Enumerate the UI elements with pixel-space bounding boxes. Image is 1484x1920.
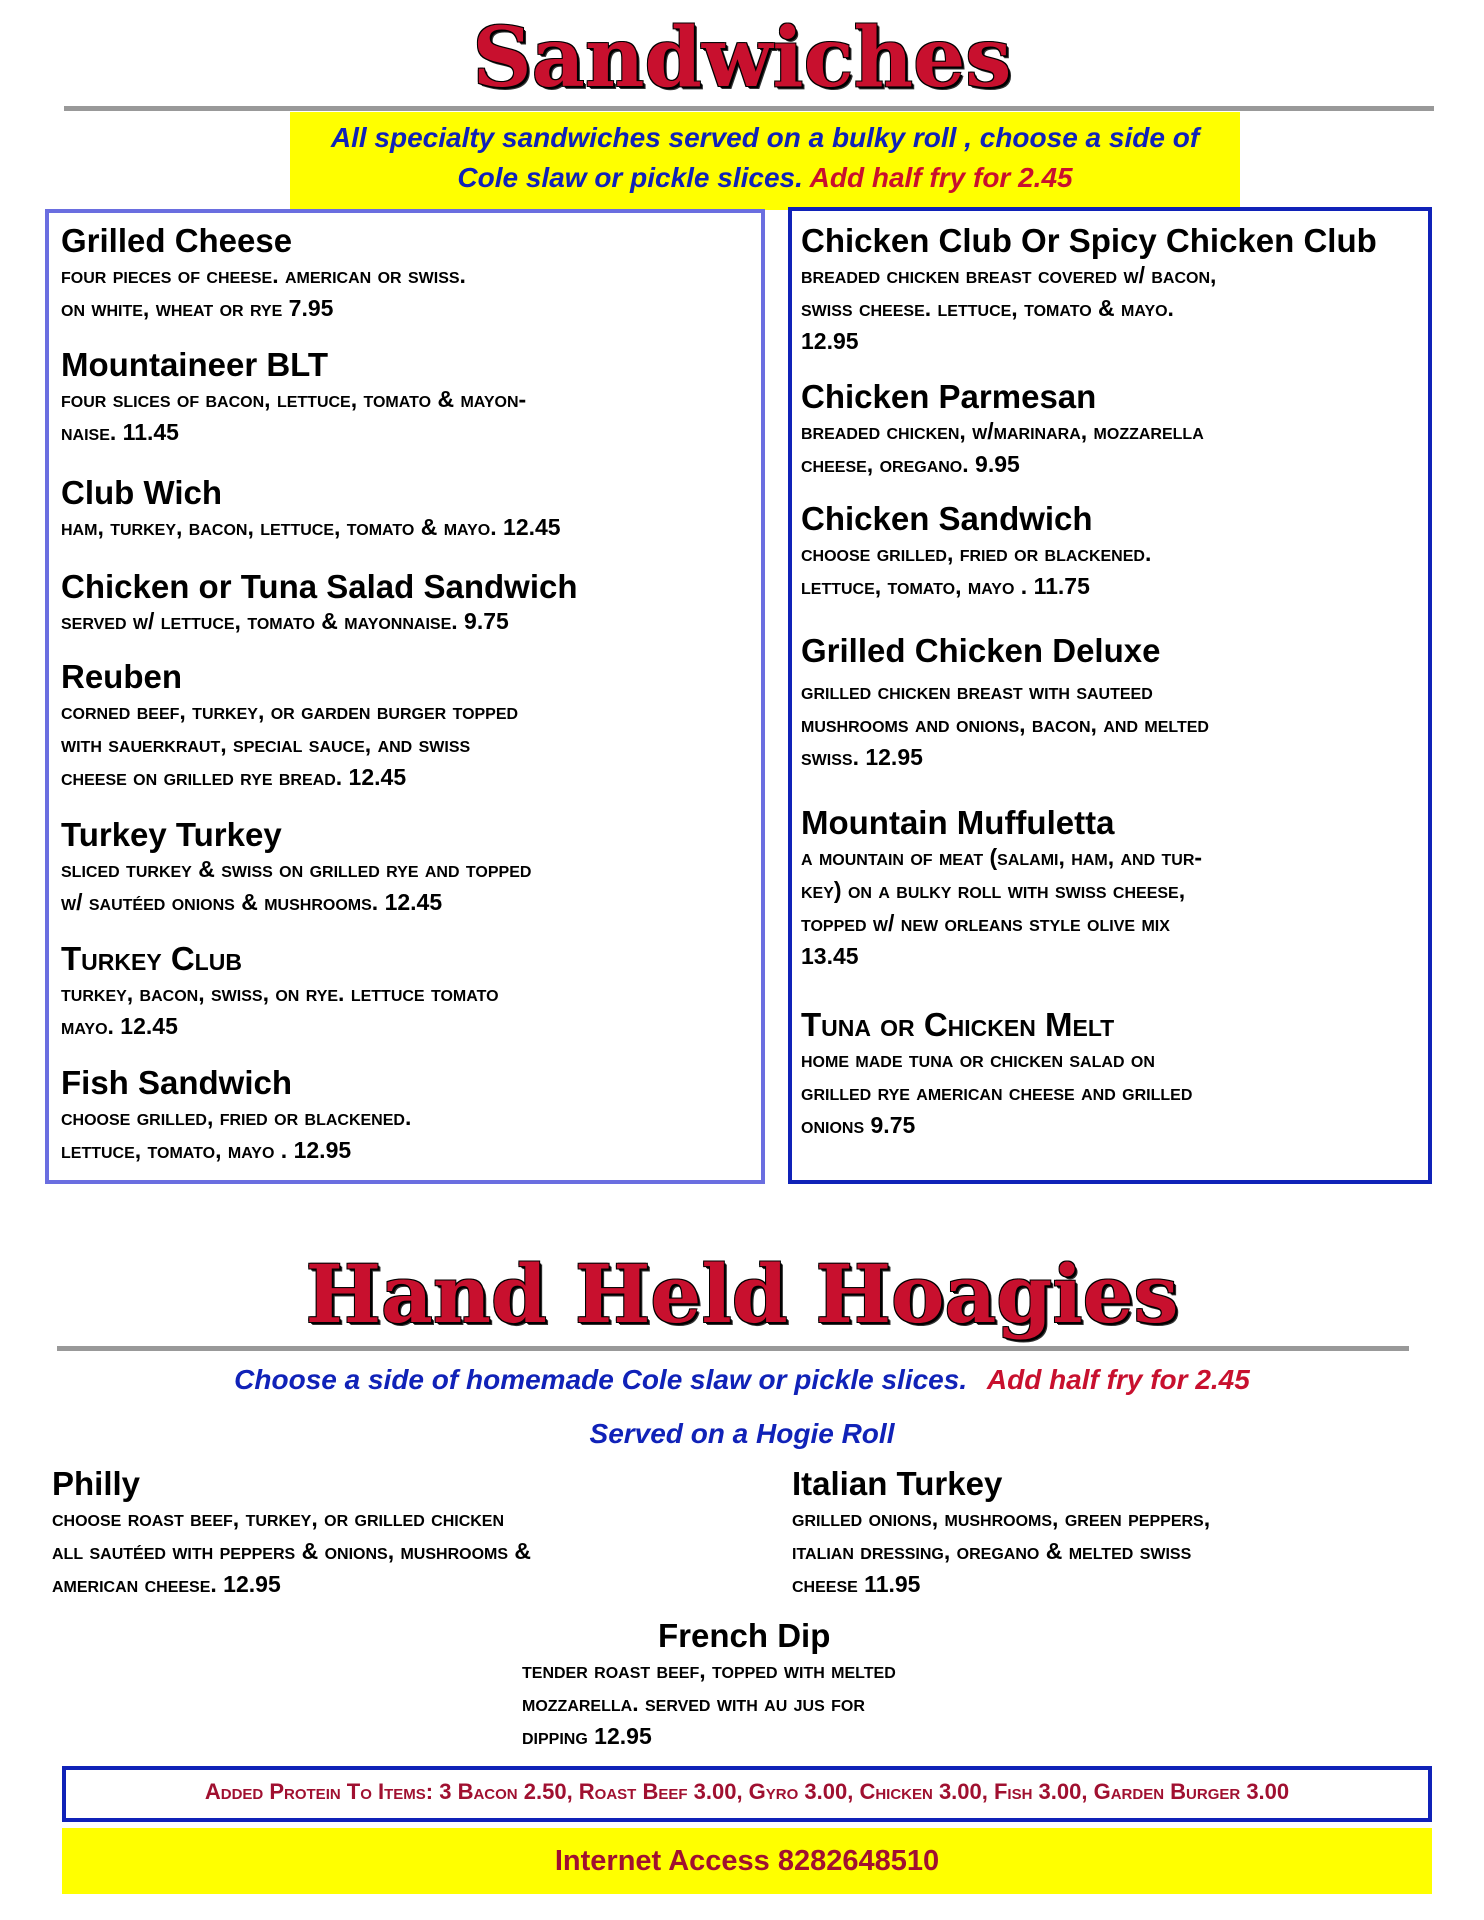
item-description: a mountain of meat (salami, ham, and tur- key) on a bulky roll with swiss cheese, topped w/ new orleans style olive mix 13.45 (801, 844, 1203, 969)
hoagies-divider (57, 1346, 1409, 1351)
item-name: Chicken or Tuna Salad Sandwich (61, 568, 578, 605)
item-description: four pieces of cheese. american or swiss. on white, wheat or rye 7.95 (61, 262, 466, 321)
menu-item-french-dip (522, 1618, 1122, 1753)
menu-item-grilled-chicken-deluxe (801, 633, 1431, 774)
sandwiches-note-line1: All specialty sandwiches served on a bulky roll , choose a side of (330, 122, 1200, 153)
item-name: Mountain Muffuletta (801, 804, 1115, 841)
item-name: Chicken Parmesan (801, 378, 1097, 415)
item-name: French Dip (658, 1617, 831, 1654)
item-name: Grilled Chicken Deluxe (801, 632, 1161, 669)
sandwiches-left-panel (45, 209, 765, 1184)
item-name: Turkey Turkey (61, 816, 282, 853)
item-name: Chicken Sandwich (801, 500, 1093, 537)
menu-item-tuna-chicken-melt (801, 1007, 1431, 1142)
item-description: four slices of bacon, lettuce, tomato & mayon- naise. 11.45 (61, 386, 527, 445)
item-description: turkey, bacon, swiss, on rye. lettuce tomato mayo. 12.45 (61, 980, 499, 1039)
item-description: corned beef, turkey, or garden burger topped with sauerkraut, special sauce, and swiss cheese on grilled rye bread. 12.45 (61, 698, 519, 790)
sandwiches-title: Sandwiches (472, 10, 1012, 106)
hoagies-note (0, 1360, 1484, 1400)
hoagies-note-fry: Add half fry for 2.45 (986, 1364, 1250, 1395)
item-name: Club Wich (61, 474, 223, 511)
menu-item-chicken-club (801, 223, 1431, 358)
item-description: grilled onions, mushrooms, green peppers, italian dressing, oregano & melted swiss cheese 11.95 (792, 1505, 1211, 1597)
hoagies-title: Hand Held Hoagies (305, 1247, 1179, 1341)
item-name: Italian Turkey (792, 1465, 1003, 1502)
item-description: choose grilled, fried or blackened. lettuce, tomato, mayo . 11.75 (801, 540, 1152, 599)
menu-item-fish-sandwich (61, 1065, 761, 1167)
menu-item-philly (52, 1466, 752, 1601)
internet-access-banner: Internet Access 8282648510 (62, 1828, 1432, 1894)
hoagies-served-note: Served on a Hogie Roll (589, 1418, 895, 1449)
menu-item-grilled-cheese (61, 223, 761, 325)
menu-item-italian-turkey (792, 1466, 1472, 1601)
sandwiches-note-side: Cole slaw or pickle slices. (457, 162, 803, 193)
hoagies-note-side: Choose a side of homemade Cole slaw or pickle slices. (234, 1364, 968, 1395)
item-description: breaded chicken, w/marinara, mozzarella cheese, oregano. 9.95 (801, 418, 1204, 477)
item-description: sliced turkey & swiss on grilled rye and topped w/ sautéed onions & mushrooms. 12.45 (61, 856, 532, 915)
menu-item-mountain-muffuletta (801, 805, 1431, 973)
sandwiches-note-line2 (290, 158, 1240, 198)
sandwiches-note (290, 112, 1240, 210)
menu-item-reuben (61, 659, 761, 794)
sandwiches-divider (64, 106, 1434, 111)
menu-item-chicken-tuna-salad (61, 569, 761, 638)
menu-item-chicken-parmesan (801, 379, 1431, 481)
menu-item-club-wich (61, 475, 761, 544)
item-description: tender roast beef, topped with melted mozzarella. served with au jus for dipping 12.95 (522, 1657, 896, 1749)
menu-item-mountaineer-blt (61, 347, 761, 449)
item-name: Reuben (61, 658, 183, 695)
item-name: Philly (52, 1465, 141, 1502)
item-description: choose roast beef, turkey, or grilled chicken all sautéed with peppers & onions, mushrooms & american cheese. 12.95 (52, 1505, 532, 1597)
menu-item-turkey-club (61, 941, 761, 1043)
sandwiches-note-fry: Add half fry for 2.45 (809, 162, 1073, 193)
menu-item-turkey-turkey (61, 817, 761, 919)
item-name: Chicken Club Or Spicy Chicken Club (801, 222, 1377, 259)
item-description: breaded chicken breast covered w/ bacon, swiss cheese. lettuce, tomato & mayo. 12.95 (801, 262, 1217, 354)
item-description: home made tuna or chicken salad on grilled rye american cheese and grilled onions 9.75 (801, 1046, 1193, 1138)
item-description: ham, turkey, bacon, lettuce, tomato & mayo. 12.45 (61, 514, 561, 540)
item-description: choose grilled, fried or blackened. lettuce, tomato, mayo . 12.95 (61, 1104, 412, 1163)
item-description: served w/ lettuce, tomato & mayonnaise. 9.75 (61, 608, 509, 634)
menu-item-chicken-sandwich (801, 501, 1431, 603)
item-name: Fish Sandwich (61, 1064, 293, 1101)
item-name: Tuna or Chicken Melt (801, 1006, 1115, 1043)
item-name: Grilled Cheese (61, 222, 293, 259)
added-protein-box: Added Protein To Items: 3 Bacon 2.50, Roast Beef 3.00, Gyro 3.00, Chicken 3.00, Fish 3.00, Garden Burger 3.00 (62, 1766, 1432, 1822)
item-name: Turkey Club (61, 940, 242, 977)
sandwiches-right-panel (788, 207, 1432, 1184)
item-description: grilled chicken breast with sauteed mushrooms and onions, bacon, and melted swiss. 12.95 (801, 678, 1209, 770)
item-name: Mountaineer BLT (61, 346, 329, 383)
